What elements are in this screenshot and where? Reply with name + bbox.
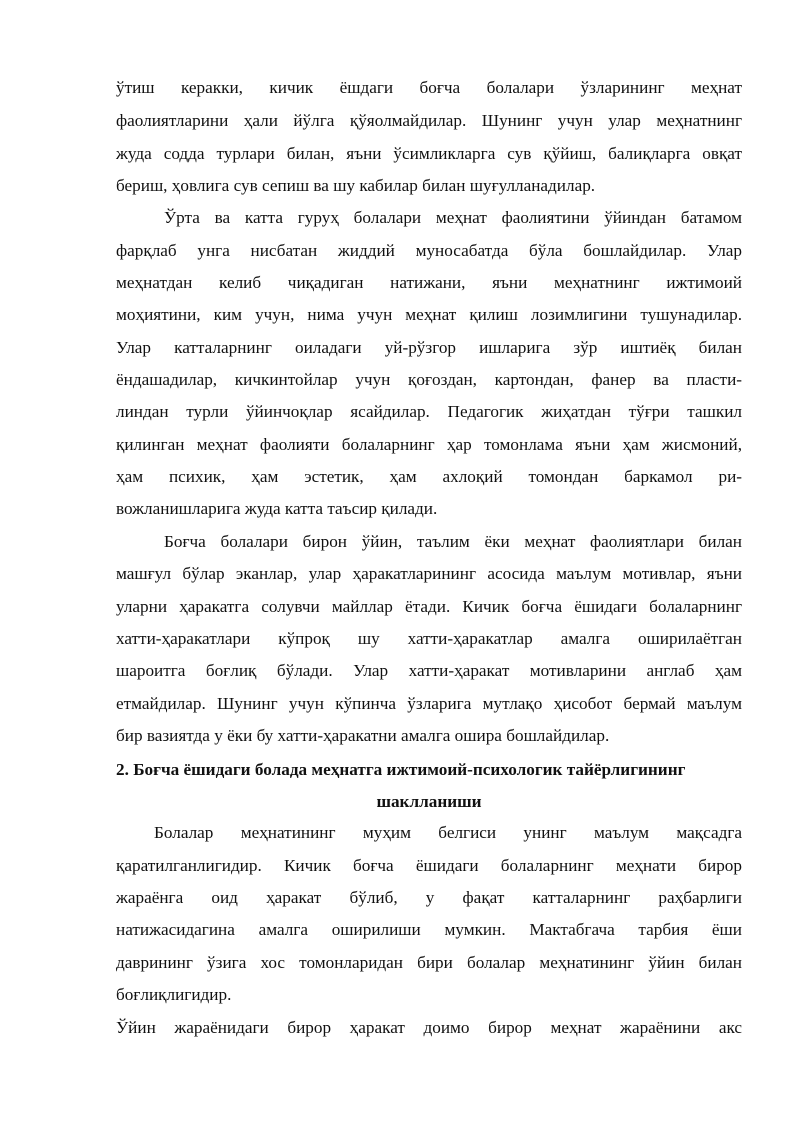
paragraph-4-line-4: натижасидагина амалга оширилиши мумкин. Мактабгача тарбия ёши xyxy=(116,920,742,939)
section-heading-number: 2 xyxy=(116,760,125,779)
paragraph-3-line-2: машғул бўлар эканлар, улар ҳаракатларининг асосида маълум мотивлар, яъни xyxy=(116,564,742,583)
section-heading xyxy=(116,757,756,783)
paragraph-2-line-4: моҳиятини, ким учун, нима учун меҳнат қилиш лозимлигини тушунадилар. xyxy=(116,305,742,324)
paragraph-4-line-1: Болалар меҳнатининг муҳим белгиси унинг маълум мақсадга xyxy=(154,823,742,842)
paragraph-1-line-2: фаолиятларини ҳали йўлга қўяолмайдилар. Шунинг учун улар меҳнатнинг xyxy=(116,111,742,130)
section-heading-continuation: шаклланиши xyxy=(376,792,482,811)
paragraph-3-line-7: бир вазиятда у ёки бу хатти-ҳаракатни амалга ошира бошлайдилар. xyxy=(116,726,610,745)
paragraph-1-line-3: жуда содда турлари билан, яъни ўсимликларга сув қўйиш, балиқларга овқат xyxy=(116,144,742,163)
paragraph-1-line-1: ўтиш керакки, кичик ёшдаги боғча болалари ўзларининг меҳнат xyxy=(116,78,742,97)
paragraph-4-line-6: боғлиқлигидир. xyxy=(116,985,232,1004)
paragraph-5-line-1: Ўйин жараёнидаги бирор ҳаракат доимо бирор меҳнат жараёнини акс xyxy=(116,1018,742,1037)
section-heading-title: . Боғча ёшидаги болада меҳнатга ижтимоий-психологик тайёрлигининг xyxy=(124,760,686,779)
paragraph-2-line-5: Улар катталарнинг оиладаги уй-рўзгор ишларига зўр иштиёқ билан xyxy=(116,338,742,357)
paragraph-2-line-6: ёндашадилар, кичкинтойлар учун қоғоздан, картондан, фанер ва пласти- xyxy=(116,370,742,389)
paragraph-3-line-1: Боғча болалари бирон ўйин, таълим ёки меҳнат фаолиятлари билан xyxy=(164,532,742,551)
paragraph-3-line-6: етмайдилар. Шунинг учун кўпинча ўзларига мутлақо ҳисобот бермай маълум xyxy=(116,694,742,713)
paragraph-4-line-2: қаратилганлигидир. Кичик боғча ёшидаги болаларнинг меҳнати бирор xyxy=(116,856,742,875)
paragraph-2-line-3: меҳнатдан келиб чиқадиган натижани, яъни меҳнатнинг ижтимоий xyxy=(116,273,742,292)
paragraph-4-line-3: жараёнга оид ҳаракат бўлиб, у фақат катталарнинг раҳбарлиги xyxy=(116,888,742,907)
paragraph-3-line-5: шароитга боғлиқ бўлади. Улар хатти-ҳаракат мотивларини англаб ҳам xyxy=(116,661,742,680)
paragraph-2-line-7: линдан турли ўйинчоқлар ясайдилар. Педагогик жиҳатдан тўғри ташкил xyxy=(116,402,742,421)
paragraph-3-line-3: уларни ҳаракатга солувчи майллар ётади. Кичик боғча ёшидаги болаларнинг xyxy=(116,597,742,616)
paragraph-2-line-9: ҳам психик, ҳам эстетик, ҳам ахлоқий томондан баркамол ри- xyxy=(116,467,742,486)
paragraph-2-line-1: Ўрта ва катта гуруҳ болалари меҳнат фаолиятини ўйиндан батамом xyxy=(164,208,742,227)
paragraph-2-line-10: вожланишларига жуда катта таъсир қилади. xyxy=(116,499,438,518)
paragraph-2-line-2: фарқлаб унга нисбатан жиддий муносабатда бўла бошлайдилар. Улар xyxy=(116,241,742,260)
paragraph-1-line-4: бериш, ҳовлига сув сепиш ва шу кабилар билан шуғулланадилар. xyxy=(116,176,596,195)
paragraph-3-line-4: хатти-ҳаракатлари кўпроқ шу хатти-ҳаракатлар амалга оширилаётган xyxy=(116,629,742,648)
paragraph-4-line-5: даврининг ўзига хос томонларидан бири болалар меҳнатининг ўйин билан xyxy=(116,953,742,972)
paragraph-2-line-8: қилинган меҳнат фаолияти болаларнинг ҳар томонлама яъни ҳам жисмоний, xyxy=(116,435,742,454)
